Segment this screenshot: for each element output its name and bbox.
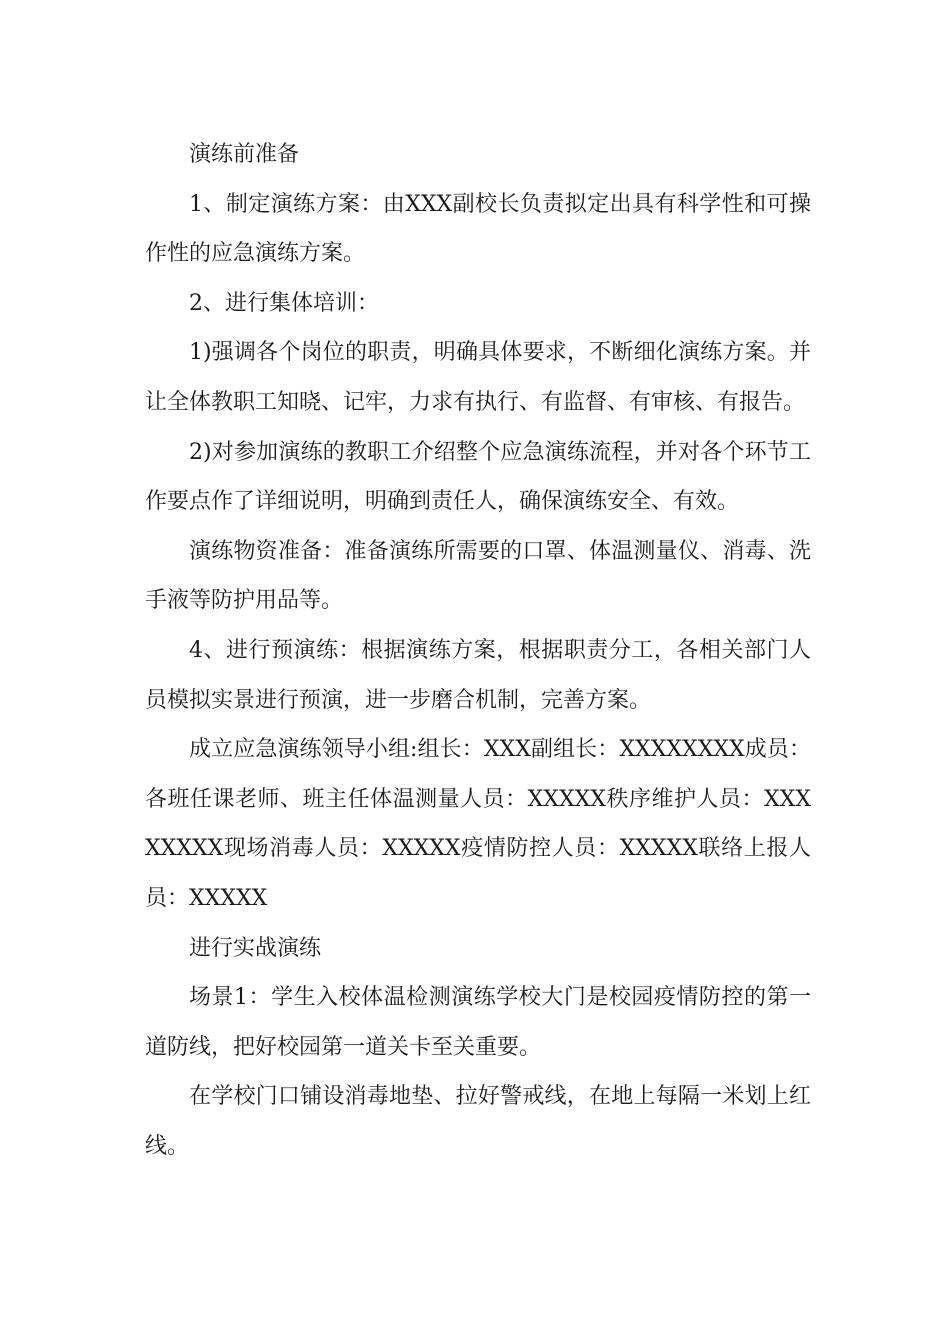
paragraph-pre-drill: 4、进行预演练：根据演练方案，根据职责分工，各相关部门人员模拟实景进行预演，进一步磨合机制，完善方案。 (145, 637, 811, 713)
heading-drill-preparation: 演练前准备 (189, 142, 300, 167)
paragraph-group-training: 2、进行集体培训： (189, 290, 379, 316)
heading-live-drill: 进行实战演练 (189, 935, 322, 961)
paragraph-drill-plan: 1、制定演练方案：由XXX副校长负责拟定出具有科学性和可操作性的应急演练方案。 (145, 191, 811, 267)
paragraph-training-item-2: 2)对参加演练的教职工介绍整个应急演练流程，并对各个环节工作要点作了详细说明，明确到责任人，确保演练安全、有效。 (145, 439, 811, 515)
paragraph-scenario-1: 场景1：学生入校体温检测演练学校大门是校园疫情防控的第一道防线，把好校园第一道关卡至关重要。 (145, 985, 811, 1060)
paragraph-materials: 演练物资准备：准备演练所需要的口罩、体温测量仪、消毒、洗手液等防护用品等。 (145, 538, 811, 614)
paragraph-training-item-1: 1)强调各个岗位的职责，明确具体要求，不断细化演练方案。并让全体教职工知晓、记牢，力求有执行、有监督、有审核、有报告。 (145, 340, 811, 415)
paragraph-school-gate: 在学校门口铺设消毒地垫、拉好警戒线，在地上每隔一米划上红线。 (145, 1084, 811, 1159)
paragraph-leadership-group: 成立应急演练领导小组:组长：XXX副组长：XXXXXXXX成员：各班任课老师、班主任体温测量人员：XXXXX秩序维护人员：XXXXXXXX现场消毒人员：XXXXX疫情防控人员：XXXXX联络上报人员：XXXXX (145, 737, 811, 911)
document-page (145, 130, 811, 1171)
